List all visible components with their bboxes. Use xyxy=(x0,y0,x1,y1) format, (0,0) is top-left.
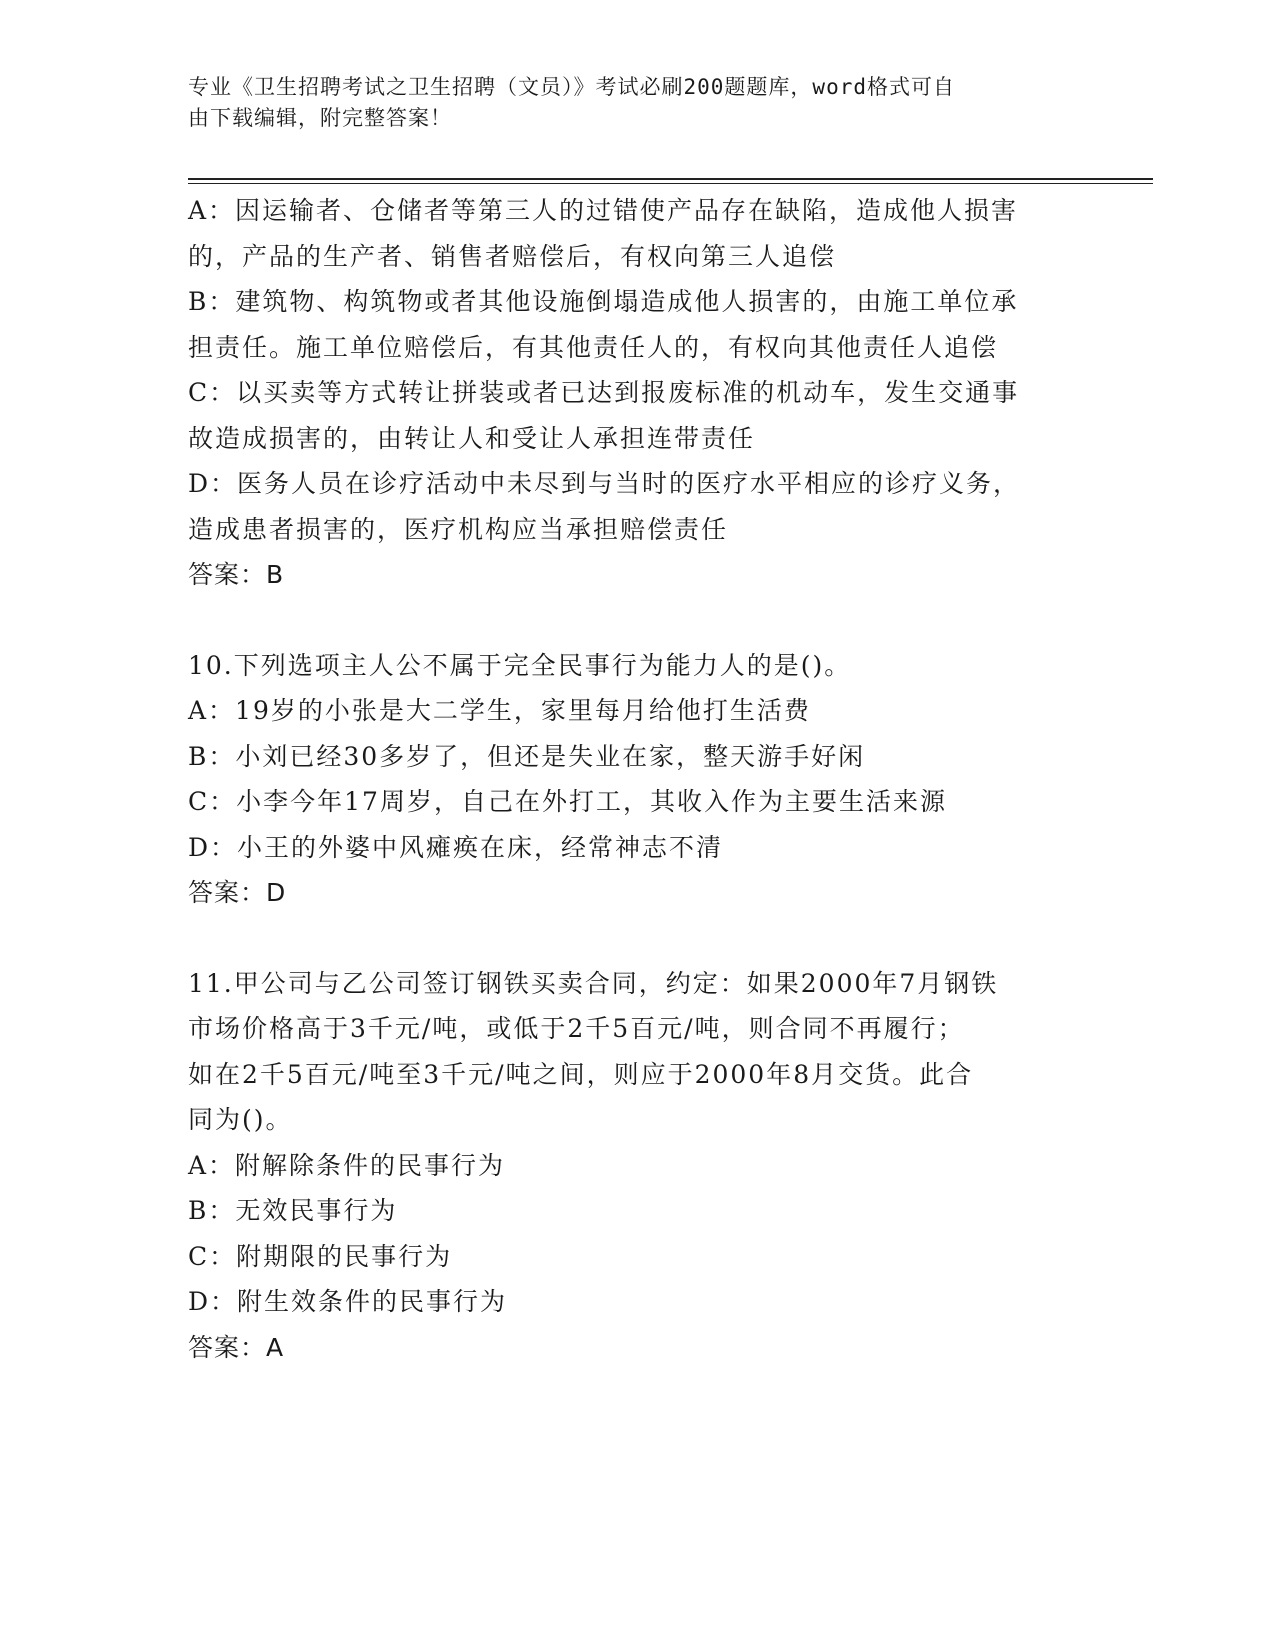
header-rule-thin xyxy=(188,183,1153,184)
option-c-line-2: 故造成损害的，由转让人和受让人承担连带责任 xyxy=(188,423,756,453)
option-b: B：小刘已经30多岁了，但还是失业在家，整天游手好闲 xyxy=(188,741,866,771)
spacer xyxy=(188,598,1088,643)
option-d: D：小王的外婆中风瘫痪在床，经常神志不清 xyxy=(188,832,724,862)
option-c: C：小李今年17周岁，自己在外打工，其收入作为主要生活来源 xyxy=(188,787,947,816)
answer-line: 答案：D xyxy=(188,878,287,907)
option-a-line-2: 的，产品的生产者、销售者赔偿后，有权向第三人追偿 xyxy=(188,241,837,271)
option-b-line-2: 担责任。施工单位赔偿后，有其他责任人的，有权向其他责任人追偿 xyxy=(188,332,999,362)
option-c-line-1: C：以买卖等方式转让拼装或者已达到报废标准的机动车，发生交通事 xyxy=(188,378,1020,407)
option-b-line-1: B：建筑物、构筑物或者其他设施倒塌造成他人损害的，由施工单位承 xyxy=(188,287,1019,316)
document-body xyxy=(188,188,1088,1370)
option-d: D：附生效条件的民事行为 xyxy=(188,1287,508,1316)
question-text-line-3: 如在2千5百元/吨至3千元/吨之间，则应于2000年8月交货。此合 xyxy=(188,1059,974,1089)
header-line-1: 专业《卫生招聘考试之卫生招聘（文员）》考试必刷200题题库，word格式可自 xyxy=(188,75,955,99)
question-text-line-2: 市场价格高于3千元/吨，或低于2千5百元/吨，则合同不再履行； xyxy=(188,1014,965,1043)
answer-line: 答案：A xyxy=(188,1332,285,1362)
question-10 xyxy=(188,643,1088,916)
document-header xyxy=(188,72,1068,134)
option-d-line-1: D：医务人员在诊疗活动中未尽到与当时的医疗水平相应的诊疗义务， xyxy=(188,469,1021,498)
option-c: C：附期限的民事行为 xyxy=(188,1241,453,1271)
answer-line: 答案：B xyxy=(188,560,285,589)
option-d-line-2: 造成患者损害的，医疗机构应当承担赔偿责任 xyxy=(188,514,729,544)
header-line-2: 由下载编辑，附完整答案！ xyxy=(188,106,452,130)
spacer xyxy=(188,916,1088,961)
option-a: A：附解除条件的民事行为 xyxy=(188,1150,506,1180)
question-text-line-4: 同为()。 xyxy=(188,1105,293,1134)
question-11 xyxy=(188,961,1088,1371)
option-b: B：无效民事行为 xyxy=(188,1196,398,1225)
option-a-line-1: A：因运输者、仓储者等第三人的过错使产品存在缺陷，造成他人损害 xyxy=(188,196,1019,225)
option-a: A：19岁的小张是大二学生，家里每月给他打生活费 xyxy=(188,696,811,725)
header-rule-thick xyxy=(188,178,1153,180)
question-text-line-1: 11.甲公司与乙公司签订钢铁买卖合同，约定：如果2000年7月钢铁 xyxy=(188,968,999,998)
question-text: 10.下列选项主人公不属于完全民事行为能力人的是()。 xyxy=(188,650,852,680)
question-9-options xyxy=(188,188,1088,598)
